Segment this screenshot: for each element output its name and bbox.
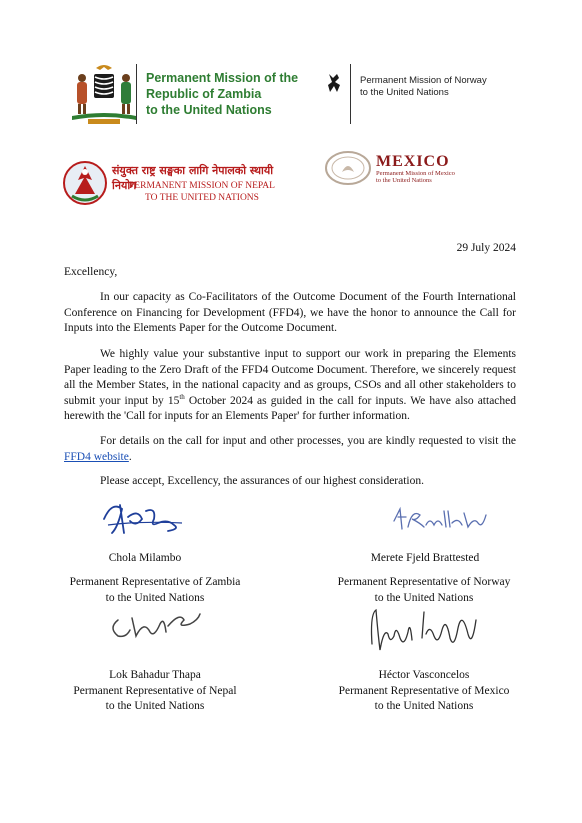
zambia-divider: [136, 64, 137, 124]
nepal-title: Permanent Representative of Nepal: [73, 684, 237, 697]
zambia-mission-heading: [146, 70, 321, 118]
norway-title: Permanent Representative of Norway: [337, 576, 511, 588]
mexico-line-2: to the United Nations: [376, 177, 432, 184]
zambia-coat-of-arms-icon: [66, 62, 142, 126]
ffd4-website-link[interactable]: FFD4 website: [64, 450, 129, 463]
zambia-signatory-title: [60, 575, 250, 606]
mexico-signatory: [326, 668, 522, 715]
nepal-line-2: TO THE UNITED NATIONS: [145, 193, 259, 203]
mexico-line-1: Permanent Mission of Mexico: [376, 170, 455, 177]
nepal-line-1: PERMANENT MISSION OF NEPAL: [129, 181, 275, 191]
zambia-line-2: Republic of Zambia: [146, 87, 262, 101]
paragraph-3-part-b: .: [128, 450, 132, 463]
mexico-mission-heading: [376, 170, 506, 184]
mexico-seal-icon: [324, 150, 372, 186]
letter-date: 29 July 2024: [456, 242, 516, 254]
paragraph-3-part-a: For details on the call for input and other processes, you are kindly requested to visit the: [100, 435, 516, 447]
norway-lion-icon: [325, 72, 345, 94]
mexico-title: MEXICO: [376, 153, 450, 170]
norway-line-1: Permanent Mission of Norway: [360, 75, 487, 86]
mexico-title: Permanent Representative of Mexico: [338, 684, 510, 697]
nepal-org: to the United Nations: [105, 700, 205, 712]
norway-org: to the United Nations: [374, 591, 474, 604]
zambia-title: Permanent Representative of Zambia: [69, 576, 241, 588]
norway-signature-icon: [390, 503, 490, 535]
nepal-mission-heading: [112, 180, 292, 204]
paragraph-2: [64, 347, 516, 425]
paragraph-2-part-a: We highly value your substantive input to support our work in preparing the Elements Paper leading to the Zero Draft of the FFD4 Outcome Document. Therefore, we sincerely request all the Member States, in the national capacity and as groups, CSOs and all other stakeholders to submit your input by 15: [64, 348, 516, 407]
mexico-signature-icon: [364, 604, 482, 660]
closing-paragraph: Please accept, Excellency, the assurances of our highest consideration.: [100, 475, 425, 487]
nepal-name: Lok Bahadur Thapa: [109, 669, 201, 681]
paragraph-1: In our capacity as Co-Facilitators of the Outcome Document of the Fourth International Conference on Financing for Development (FFD4), we have the honor to announce the Call for Inputs into the Elements Paper for the Outcome Document.: [64, 291, 516, 334]
zambia-signatory-name: [70, 551, 220, 567]
mexico-org: to the United Nations: [374, 700, 474, 712]
norway-mission-heading: [360, 75, 540, 99]
nepal-devanagari-heading: संयुक्त राष्ट्र सङ्घका लागि नेपालको स्थायी नियोग: [112, 164, 274, 192]
paragraph-2-part-b: October 2024 as guided in the call for inputs. We have also attached herewith the 'Call for inputs for an Elements Paper' for further information.: [64, 394, 517, 422]
norway-name: Merete Fjeld Brattested: [370, 552, 480, 564]
nepal-signatory: [60, 668, 250, 715]
zambia-org: to the United Nations: [105, 591, 205, 604]
norway-signatory-title: [326, 575, 522, 606]
ordinal-suffix: th: [179, 392, 185, 401]
nepal-emblem-icon: [62, 160, 108, 206]
zambia-line-1: Permanent Mission of the: [146, 71, 299, 85]
salutation: Excellency,: [64, 266, 118, 278]
norway-divider: [350, 64, 351, 124]
nepal-signature-icon: [104, 606, 204, 646]
norway-line-2: to the United Nations: [360, 87, 449, 98]
mexico-name: Héctor Vasconcelos: [378, 669, 470, 681]
paragraph-3: [64, 434, 516, 465]
zambia-signature-icon: [98, 497, 190, 539]
norway-signatory-name: [330, 551, 520, 567]
zambia-name: Chola Milambo: [108, 552, 182, 564]
zambia-line-3: to the United Nations: [146, 103, 272, 117]
